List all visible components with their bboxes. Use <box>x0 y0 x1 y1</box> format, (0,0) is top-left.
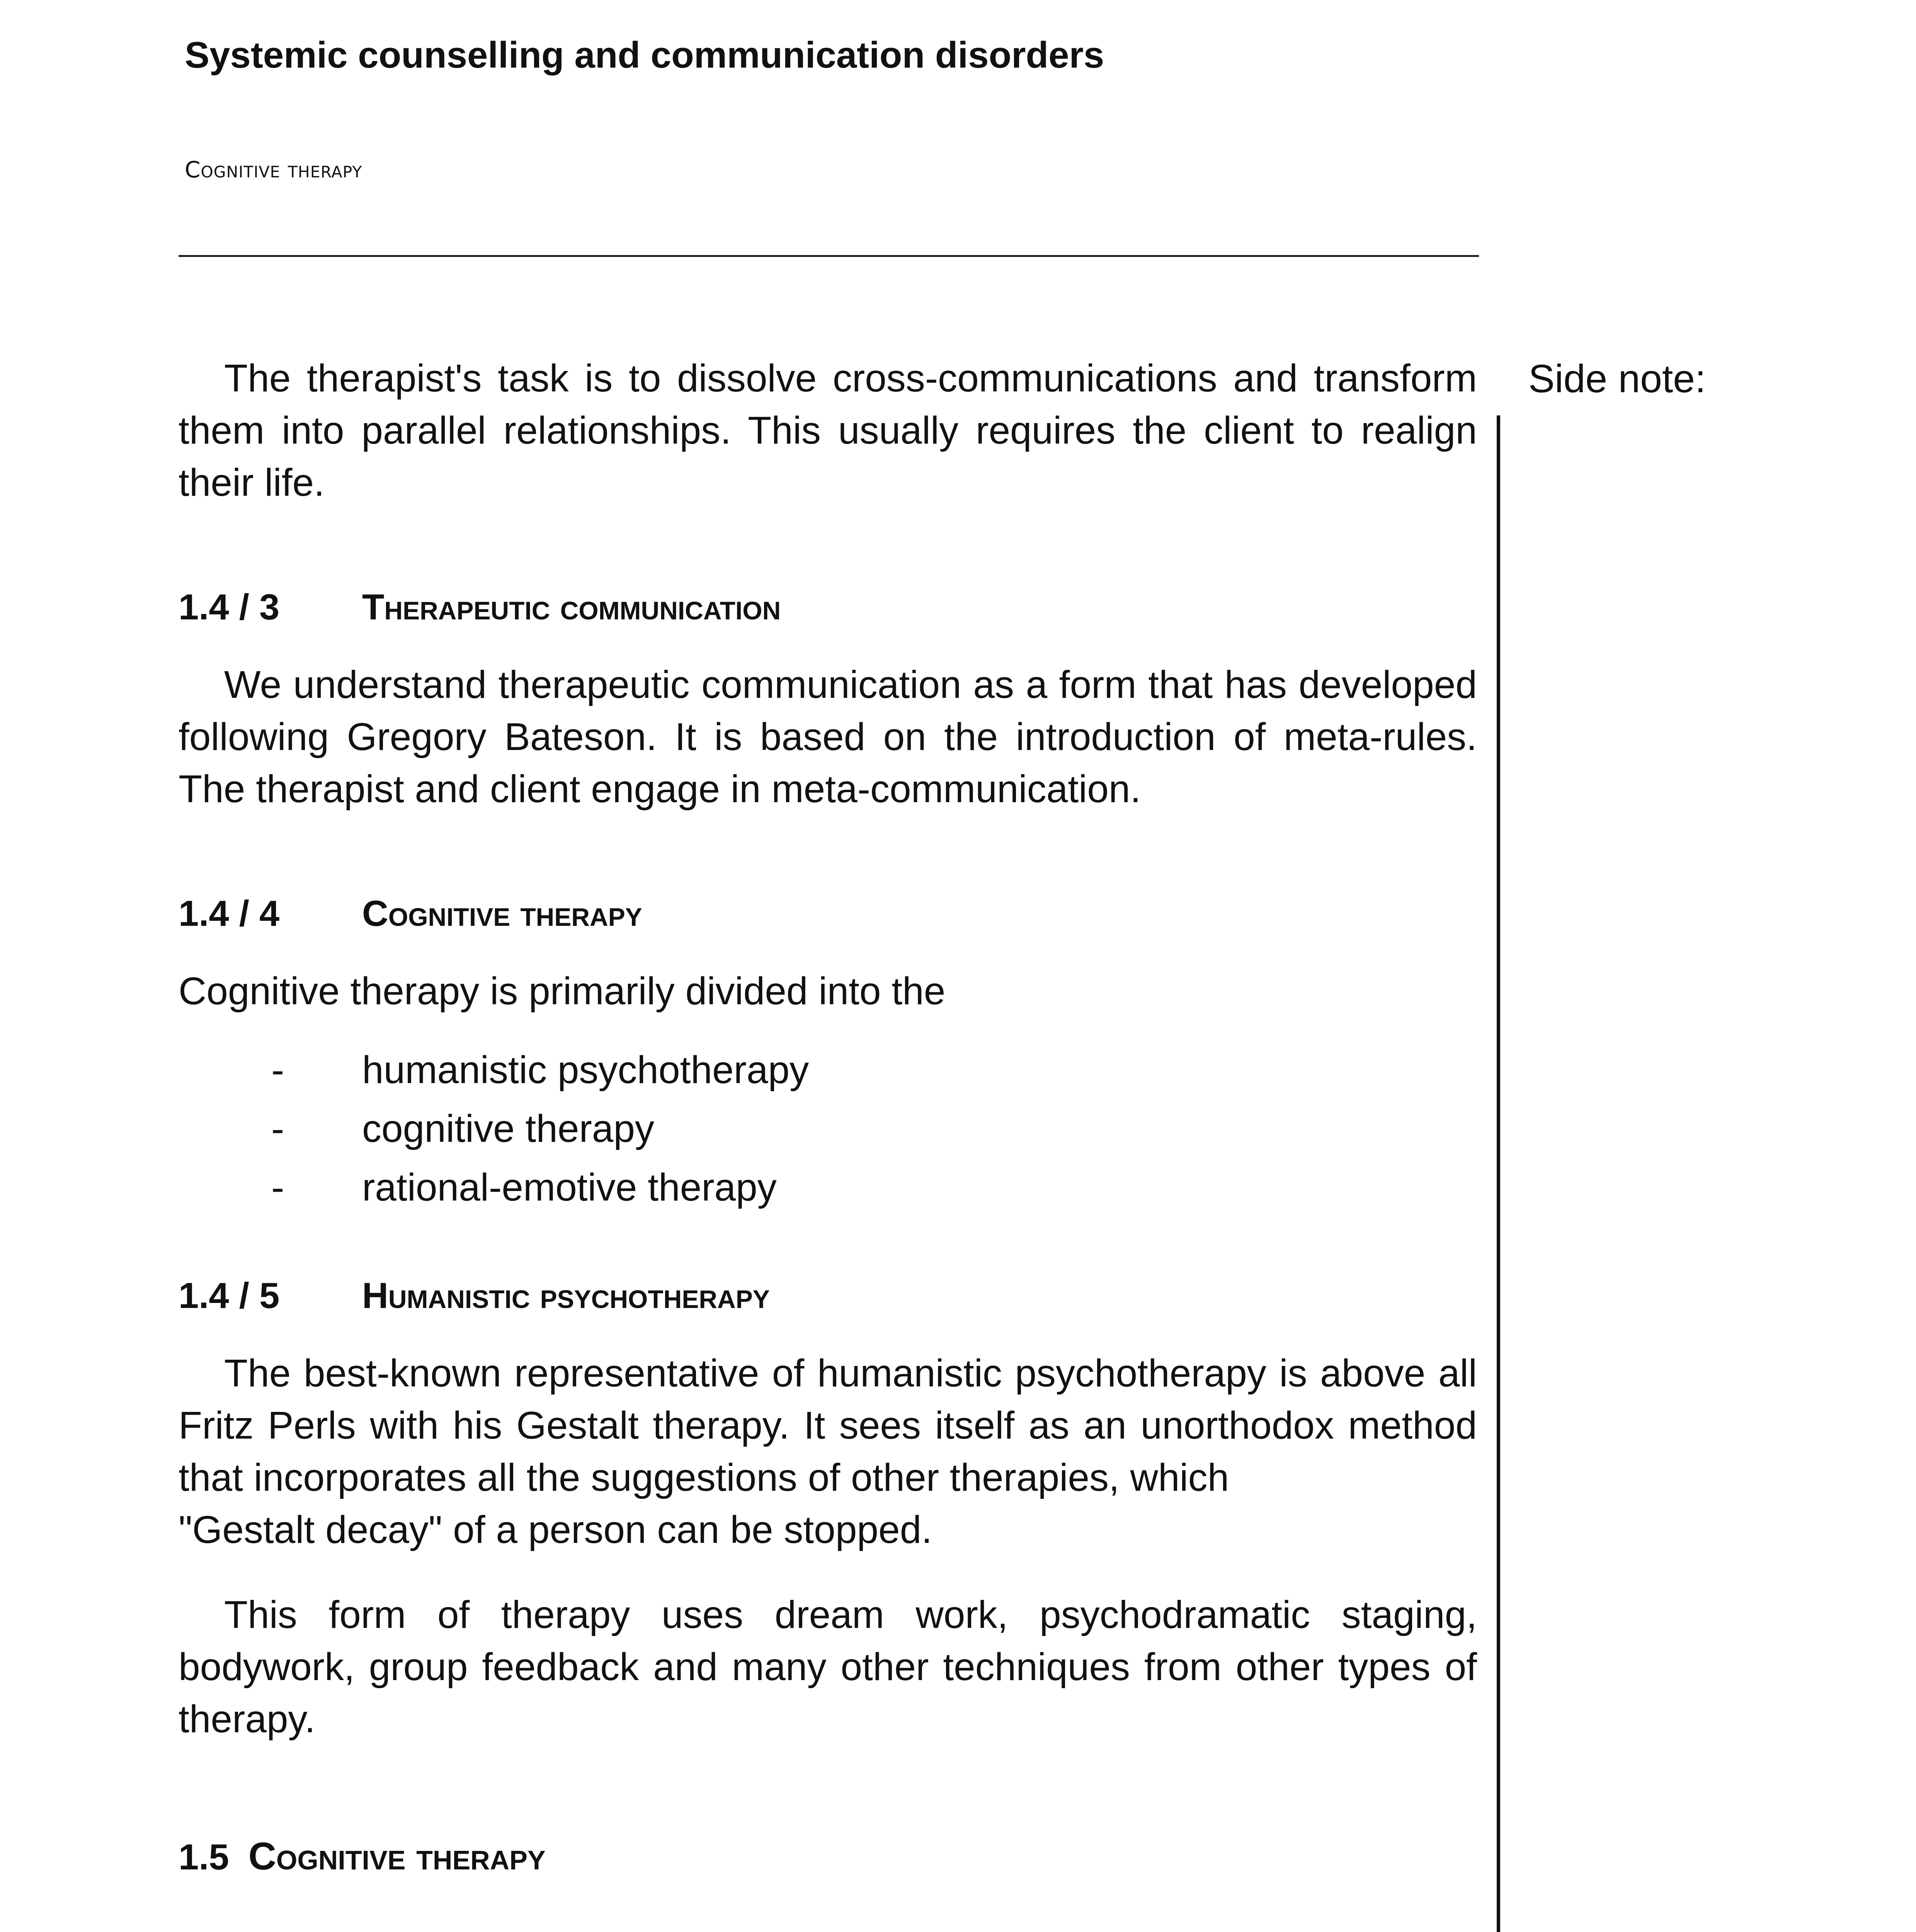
list-item <box>179 1099 1477 1158</box>
section-title: Humanistic psychotherapy <box>362 1275 770 1316</box>
section-number: 1.5 <box>179 1837 229 1877</box>
section-heading-1-4-3 <box>179 586 1477 628</box>
side-note-label: Side note: <box>1528 357 1706 401</box>
list-item-text: humanistic psychotherapy <box>362 1048 809 1092</box>
section-heading-1-5 <box>179 1834 1477 1879</box>
therapeutic-communication-paragraph: We understand therapeutic communication as a form that has developed following Gregory Bateson. It is based on the introduction of meta-rules. The therapist and client engage in meta-communication. <box>179 663 1477 811</box>
cognitive-therapy-intro: Cognitive therapy is primarily divided into the <box>179 969 946 1013</box>
section-title: Therapeutic communication <box>362 587 781 627</box>
main-content <box>179 352 1477 1932</box>
section-heading-1-4-5 <box>179 1275 1477 1316</box>
therapy-types-list <box>179 1041 1477 1217</box>
intro-paragraph: The therapist's task is to dissolve cross-communications and transform them into parallel relationships. This usually requires the client to realign their life. <box>179 357 1477 504</box>
section-heading-1-4-4 <box>179 893 1477 934</box>
section-number: 1.4 / 3 <box>179 587 280 627</box>
section-title: Cognitive therapy <box>362 893 642 934</box>
document-title: Systemic counselling and communication disorders <box>185 34 1104 76</box>
header-divider <box>179 255 1479 257</box>
list-item <box>179 1041 1477 1099</box>
side-note-divider <box>1497 415 1500 1932</box>
dash-bullet: - <box>271 1166 284 1209</box>
humanistic-paragraph-1: The best-known representative of humanistic psychotherapy is above all Fritz Perls with his Gestalt therapy. It sees itself as an unorthodox method that incorporates all the suggestions of other therapies, which <box>179 1352 1477 1499</box>
section-title: Cognitive therapy <box>248 1835 546 1878</box>
humanistic-paragraph-1-continued: "Gestalt decay" of a person can be stopped. <box>179 1508 932 1551</box>
list-item-text: rational-emotive therapy <box>362 1166 777 1209</box>
humanistic-paragraph-2: This form of therapy uses dream work, psychodramatic staging, bodywork, group feedback and many other techniques from other types of therapy. <box>179 1593 1477 1741</box>
section-number: 1.4 / 5 <box>179 1275 280 1316</box>
section-number: 1.4 / 4 <box>179 893 280 934</box>
dash-bullet: - <box>271 1107 284 1150</box>
running-head: Cognitive therapy <box>185 156 362 183</box>
list-item-text: cognitive therapy <box>362 1107 655 1150</box>
list-item <box>179 1158 1477 1217</box>
dash-bullet: - <box>271 1048 284 1092</box>
